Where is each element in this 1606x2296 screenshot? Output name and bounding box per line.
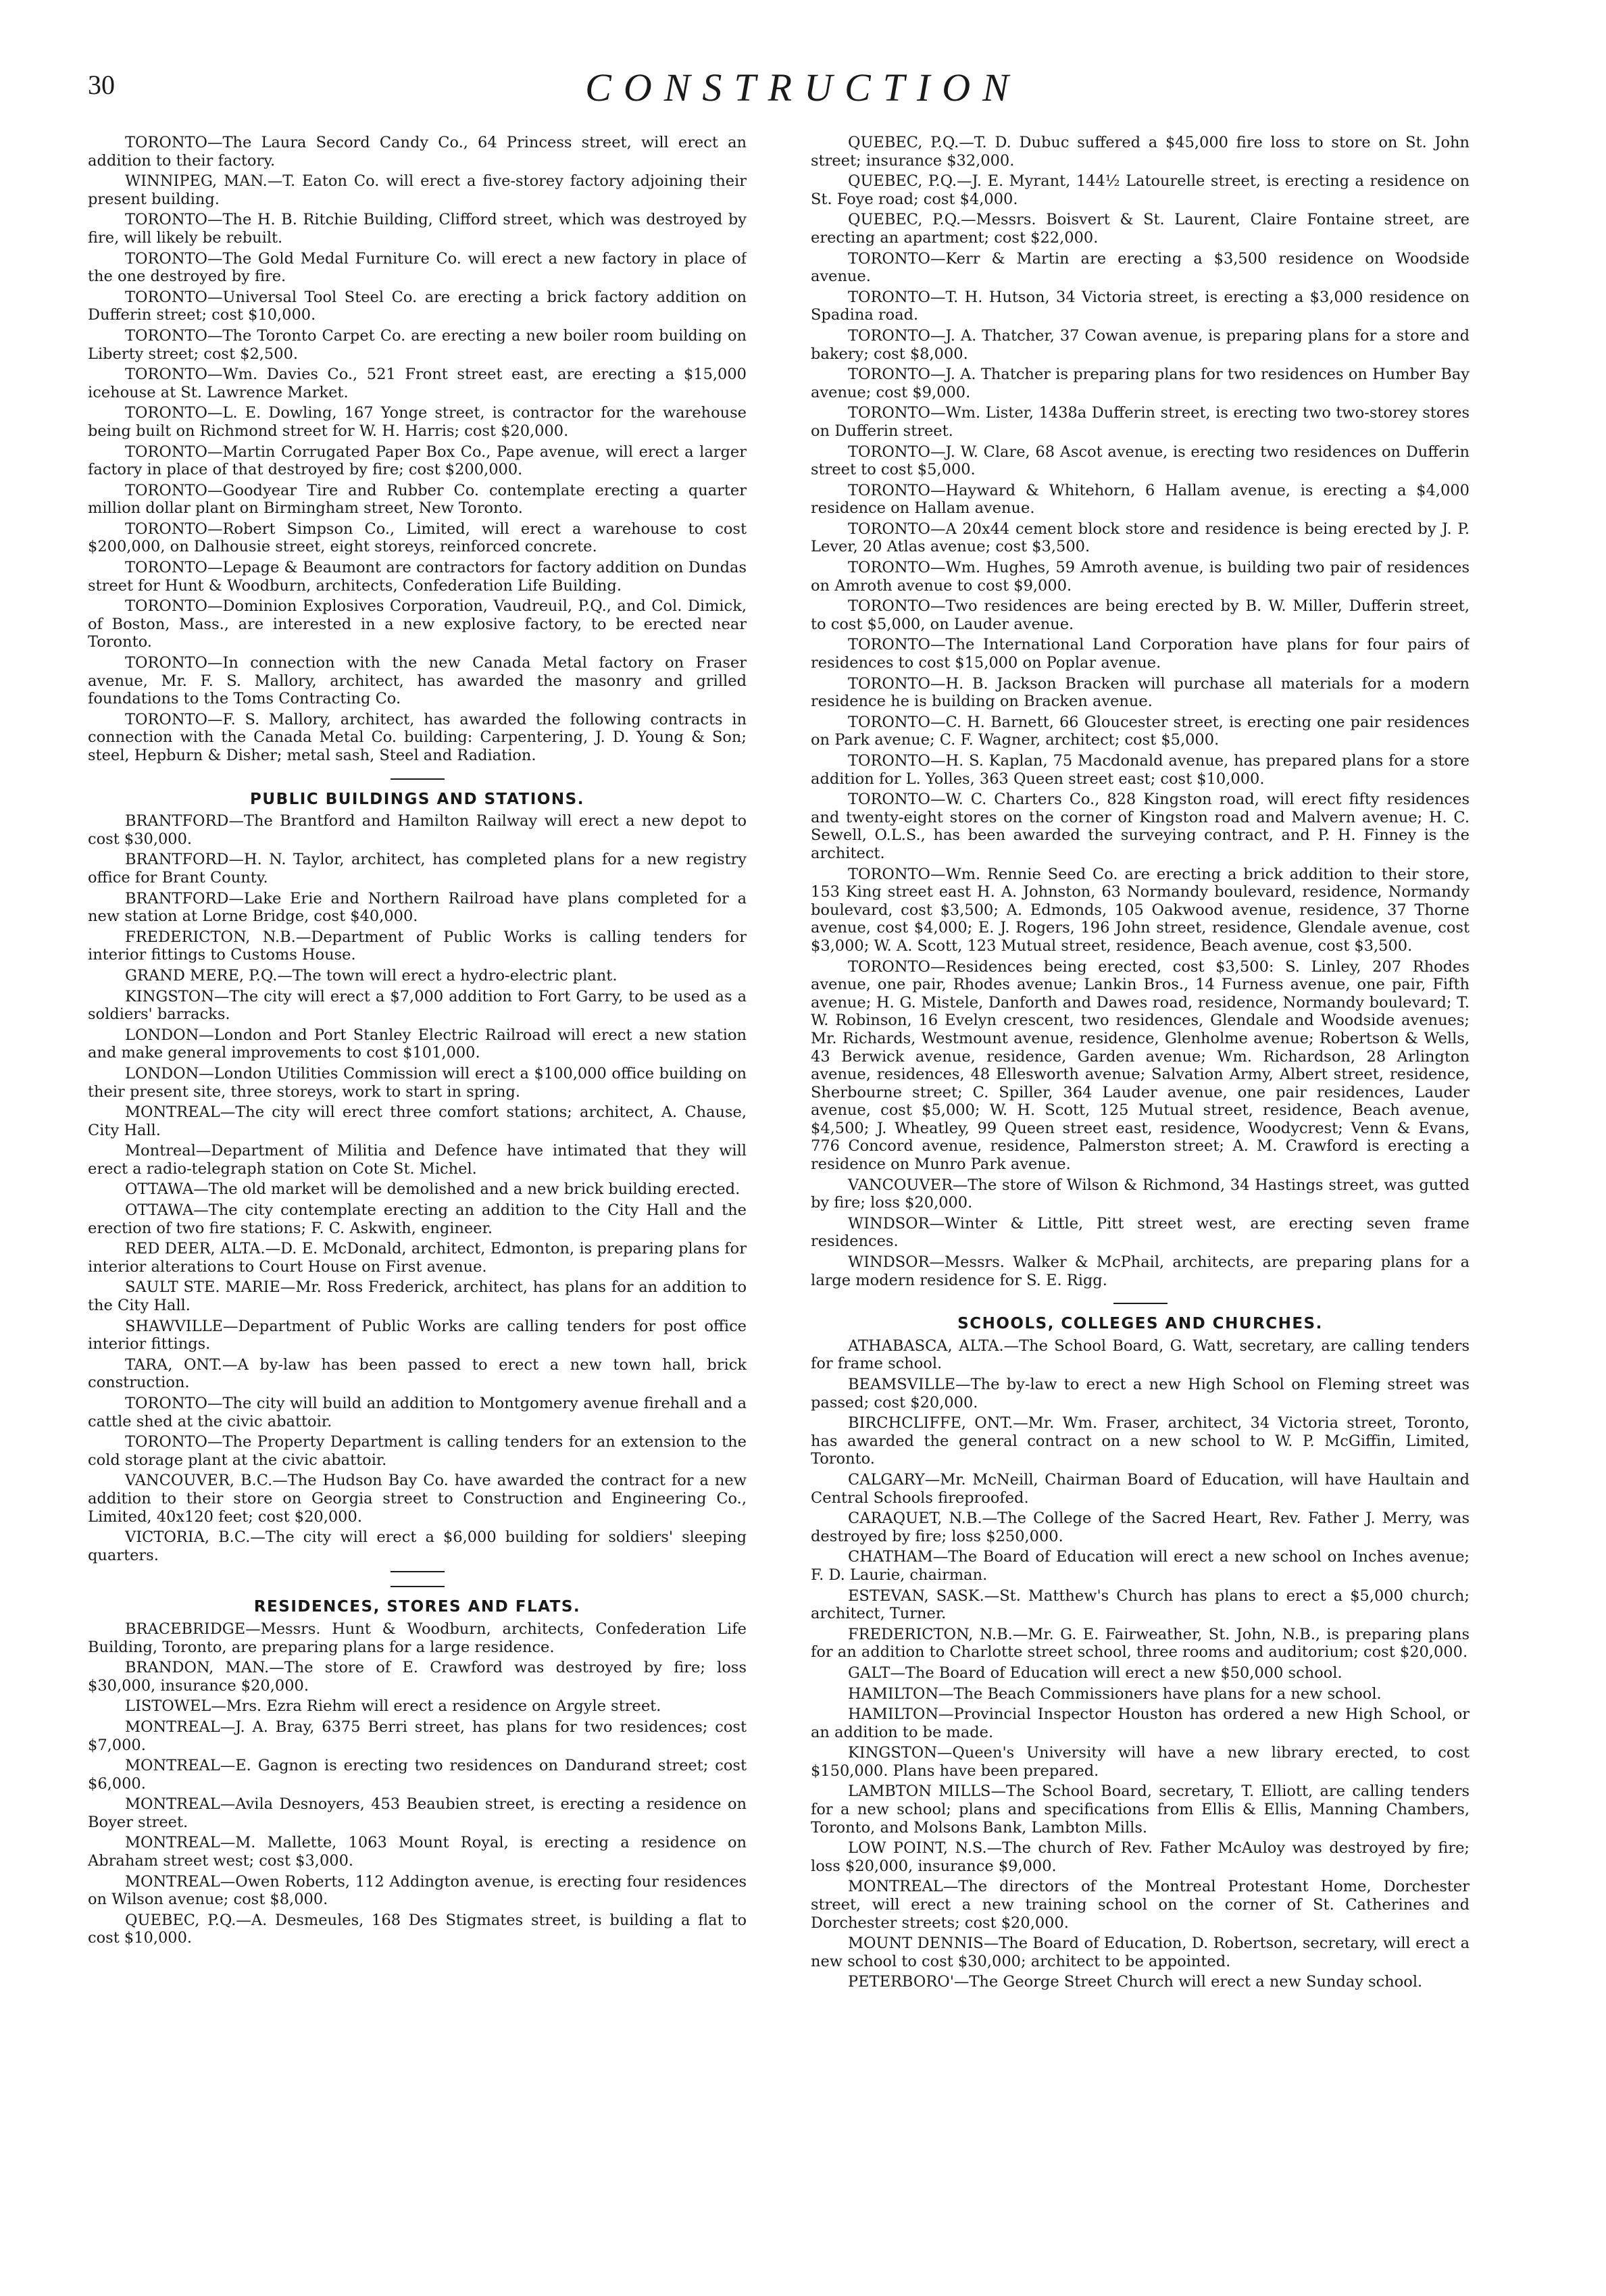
news-item: KINGSTON—Queen's University will have a new library erected, to cost $150,000. Plans have been prepared. [811,1744,1470,1780]
news-item: MONTREAL—Owen Roberts, 112 Addington avenue, is erecting four residences on Wilson avenue; cost $8,000. [88,1872,747,1909]
news-item: TORONTO—A 20x44 cement block store and residence is being erected by J. P. Lever, 20 Atlas avenue; cost $3,500. [811,520,1470,556]
news-item: LAMBTON MILLS—The School Board, secretary, T. Elliott, are calling tenders for a new school; plans and specifications from Ellis & Ellis, Manning Chambers, Toronto, and Molsons Bank, Lambton Mills. [811,1782,1470,1837]
news-item: WINDSOR—Winter & Little, Pitt street west, are erecting seven frame residences. [811,1214,1470,1251]
news-item: BRANTFORD—H. N. Taylor, architect, has completed plans for a new registry office for Brant County. [88,851,747,887]
news-item: TORONTO—Kerr & Martin are erecting a $3,500 residence on Woodside avenue. [811,249,1470,286]
news-item: TORONTO—Goodyear Tire and Rubber Co. contemplate erecting a quarter million dollar plant on Birmingham street, New Toronto. [88,481,747,518]
news-item: BRANTFORD—The Brantford and Hamilton Railway will erect a new depot to cost $30,000. [88,812,747,848]
news-item: TORONTO—Wm. Hughes, 59 Amroth avenue, is building two pair of residences on Amroth avenue to cost $9,000. [811,559,1470,595]
news-item: TORONTO—Wm. Davies Co., 521 Front street east, are erecting a $15,000 icehouse at St. Lawrence Market. [88,366,747,401]
news-item: TORONTO—Lepage & Beaumont are contractors for factory addition on Dundas street for Hunt & Woodburn, architects, Confederation Life Building. [88,559,747,595]
news-item: TORONTO—H. B. Jackson Bracken will purchase all materials for a modern residence he is building on Bracken avenue. [811,674,1470,711]
news-item: GALT—The Board of Education will erect a new $50,000 school. [848,1664,1342,1682]
news-item: LISTOWEL—Mrs. Ezra Riehm will erect a residence on Argyle street. [125,1697,661,1716]
news-item: TORONTO—Two residences are being erected by B. W. Miller, Dufferin street, to cost $5,000, on Lauder avenue. [811,597,1470,633]
news-item: OTTAWA—The city contemplate erecting an addition to the City Hall and the erection of two fire stations; F. C. Askwith, engineer. [88,1201,747,1237]
page-number: 30 [88,70,115,100]
entry-list [88,812,747,1564]
news-item: ATHABASCA, ALTA.—The School Board, G. Watt, secretary, are calling tenders for frame school. [811,1337,1470,1373]
news-item: FREDERICTON, N.B.—Department of Public Works is calling tenders for interior fittings to Customs House. [88,928,747,964]
news-item: TORONTO—W. C. Charters Co., 828 Kingston road, will erect fifty residences and twenty-eight stores on the corner of Kingston road and Malvern avenue; H. C. Sewell, O.L.S., has been awarded the surveying contract, and P. H. Finney is the architect. [811,791,1470,862]
news-item: MONTREAL—E. Gagnon is erecting two residences on Dandurand street; cost $6,000. [88,1757,747,1793]
news-item: TORONTO—The H. B. Ritchie Building, Clifford street, which was destroyed by fire, will likely be rebuilt. [88,211,747,247]
news-item: BRANTFORD—Lake Erie and Northern Railroad have plans completed for a new station at Lorne Bridge, cost $40,000. [88,889,747,926]
news-item: Montreal—Department of Militia and Defence have intimated that they will erect a radio-telegraph station on Cote St. Michel. [88,1142,747,1178]
news-item: CARAQUET, N.B.—The College of the Sacred Heart, Rev. Father J. Merry, was destroyed by fire; loss $250,000. [811,1509,1470,1545]
news-item: QUEBEC, P.Q.—J. E. Myrant, 144½ Latourelle street, is erecting a residence on St. Foye road; cost $4,000. [811,172,1470,208]
news-item: TORONTO—Robert Simpson Co., Limited, will erect a warehouse to cost $200,000, on Dalhousie street, eight storeys, reinforced concrete. [88,520,747,556]
news-item: TORONTO—J. A. Thatcher is preparing plans for two residences on Humber Bay avenue; cost $9,000. [811,366,1470,401]
news-item: MONTREAL—M. Mallette, 1063 Mount Royal, is erecting a residence on Abraham street west; cost $3,000. [88,1834,747,1870]
news-item: QUEBEC, P.Q.—Messrs. Boisvert & St. Laurent, Claire Fontaine street, are erecting an apartment; cost $22,000. [811,211,1470,247]
news-item: MONTREAL—The directors of the Montreal Protestant Home, Dorchester street, will erect a new training school on the corner of St. Catherines and Dorchester streets; cost $20,000. [811,1878,1470,1932]
news-item: TORONTO—J. A. Thatcher, 37 Cowan avenue, is preparing plans for a store and bakery; cost $8,000. [811,326,1470,363]
news-item: ESTEVAN, SASK.—St. Matthew's Church has plans to erect a $5,000 church; architect, Turner. [811,1587,1470,1623]
news-item: WINNIPEG, MAN.—T. Eaton Co. will erect a five-storey factory adjoining their present building. [88,172,747,208]
news-item: TORONTO—Hayward & Whitehorn, 6 Hallam avenue, is erecting a $4,000 residence on Hallam avenue. [811,481,1470,518]
news-item: TORONTO—The Laura Secord Candy Co., 64 Princess street, will erect an addition to their factory. [88,134,747,170]
news-item: PETERBORO'—The George Street Church will erect a new Sunday school. [848,1973,1423,1991]
news-item: SAULT STE. MARIE—Mr. Ross Frederick, architect, has plans for an addition to the City Hall. [88,1278,747,1315]
news-item: BEAMSVILLE—The by-law to erect a new High School on Fleming street was passed; cost $20,000. [811,1376,1470,1412]
news-item: TORONTO—L. E. Dowling, 167 Yonge street, is contractor for the warehouse being built on Richmond street for W. H. Harris; cost $20,000. [88,404,747,440]
news-item: TORONTO—T. H. Hutson, 34 Victoria street, is erecting a $3,000 residence on Spadina road. [811,288,1470,324]
news-item: CALGARY—Mr. McNeill, Chairman Board of Education, will have Haultain and Central Schools fireproofed. [811,1470,1470,1507]
news-item: SHAWVILLE—Department of Public Works are calling tenders for post office interior fittings. [88,1317,747,1353]
news-item: MONTREAL—J. A. Bray, 6375 Berri street, has plans for two residences; cost $7,000. [88,1718,747,1754]
news-item: TORONTO—Residences being erected, cost $3,500: S. Linley, 207 Rhodes avenue, one pair, Rhodes avenue; Lankin Bros., 14 Furness avenue, one pair, Fifth avenue; H. G. Mistele, Danforth and Dawes road, residence, Normandy boulevard; T. W. Robinson, 16 Evelyn crescent, two residences, Glendale and Woodside avenues; Mr. Richards, Westmount avenue, residence, Glenholme avenue; Robertson & Wells, 43 Berwick avenue, residence, Garden avenue; Wm. Richardson, 28 Arlington avenue, residences, 48 Ellesworth avenue; Salvation Army, Albert street, residence, Sherbourne street; C. Spiller, 364 Lauder avenue, one pair residences, Lauder avenue, cost $5,000; W. H. Scott, 125 Mutual street, residence, Beach avenue, $4,500; J. Wheatley, 99 Queen street east, residence, Woodycrest; Venn & Evans, 776 Concord avenue, residence, Palmerston street; A. M. Crawford is erecting a residence on Munro Park avenue. [811,957,1470,1174]
news-item: TORONTO—Martin Corrugated Paper Box Co., Pape avenue, will erect a larger factory in place of that destroyed by fire; cost $200,000. [88,443,747,479]
news-item: TORONTO—The Property Department is calling tenders for an extension to the cold storage plant at the civic abattoir. [88,1433,747,1469]
section-divider [391,1571,445,1572]
news-item: TORONTO—The Toronto Carpet Co. are erecting a new boiler room building on Liberty street; cost $2,500. [88,326,747,363]
page-title: CONSTRUCTION [585,66,1021,109]
news-item: KINGSTON—The city will erect a $7,000 addition to Fort Garry, to be used as a soldiers' barracks. [88,987,747,1024]
news-item: WINDSOR—Messrs. Walker & McPhail, architects, are preparing plans for a large modern residence for S. E. Rigg. [811,1253,1470,1289]
news-item: LONDON—London and Port Stanley Electric Railroad will erect a new station and make general improvements to cost $101,000. [88,1026,747,1062]
left-column [88,134,747,2249]
entry-list [88,1620,747,1947]
news-item: LOW POINT, N.S.—The church of Rev. Father McAuloy was destroyed by fire; loss $20,000, insurance $9,000. [811,1839,1470,1875]
news-item: TORONTO—H. S. Kaplan, 75 Macdonald avenue, has prepared plans for a store addition for L. Yolles, 363 Queen street east; cost $10,000. [811,752,1470,788]
news-item: TORONTO—J. W. Clare, 68 Ascot avenue, is erecting two residences on Dufferin street to cost $5,000. [811,443,1470,479]
entry-list [88,134,747,765]
news-item: QUEBEC, P.Q.—A. Desmeules, 168 Des Stigmates street, is building a flat to cost $10,000. [88,1911,747,1947]
news-item: VANCOUVER, B.C.—The Hudson Bay Co. have awarded the contract for a new addition to their store on Georgia street to Construction and Engineering Co., Limited, 40x120 feet; cost $20,000. [88,1472,747,1526]
news-item: TORONTO—In connection with the new Canada Metal factory on Fraser avenue, Mr. F. S. Mallory, architect, has awarded the masonry and grilled foundations to the Toms Contracting Co. [88,654,747,708]
news-item: TORONTO—C. H. Barnett, 66 Gloucester street, is erecting one pair residences on Park avenue; C. F. Wagner, architect; cost $5,000. [811,713,1470,749]
entry-list [811,1337,1470,1991]
news-item: FREDERICTON, N.B.—Mr. G. E. Fairweather, St. John, N.B., is preparing plans for an addition to Charlotte street school, three rooms and auditorium; cost $20,000. [811,1625,1470,1662]
news-item: TORONTO—Dominion Explosives Corporation, Vaudreuil, P.Q., and Col. Dimick, of Boston, Mass., are interested in a new explosive factory, to be erected near Toronto. [88,597,747,651]
news-item: MONTREAL—Avila Desnoyers, 453 Beaubien street, is erecting a residence on Boyer street. [88,1795,747,1831]
news-item: QUEBEC, P.Q.—T. D. Dubuc suffered a $45,000 fire loss to store on St. John street; insurance $32,000. [811,134,1470,170]
news-item: TORONTO—Wm. Lister, 1438a Dufferin street, is erecting two two-storey stores on Dufferin street. [811,404,1470,440]
news-item: GRAND MERE, P.Q.—The town will erect a hydro-electric plant. [125,966,618,984]
news-item: TARA, ONT.—A by-law has been passed to erect a new town hall, brick construction. [88,1355,747,1392]
news-item: LONDON—London Utilities Commission will erect a $100,000 office building on their present site, three storeys, work to start in spring. [88,1064,747,1101]
news-item: MOUNT DENNIS—The Board of Education, D. Robertson, secretary, will erect a new school to cost $30,000; architect to be appointed. [811,1935,1470,1970]
news-item: OTTAWA—The old market will be demolished and a new brick building erected. [125,1180,741,1199]
news-item: TORONTO—Universal Tool Steel Co. are erecting a brick factory addition on Dufferin street; cost $10,000. [88,288,747,324]
news-item: BIRCHCLIFFE, ONT.—Mr. Wm. Fraser, architect, 34 Victoria street, Toronto, has awarded the general contract on a new school to W. P. McGiffin, Limited, Toronto. [811,1414,1470,1468]
news-item: VICTORIA, B.C.—The city will erect a $6,000 building for soldiers' sleeping quarters. [88,1528,747,1564]
news-item: TORONTO—The International Land Corporation have plans for four pairs of residences to cost $15,000 on Poplar avenue. [811,636,1470,672]
news-item: BRACEBRIDGE—Messrs. Hunt & Woodburn, architects, Confederation Life Building, Toronto, are preparing plans for a large residence. [88,1620,747,1656]
news-item: TORONTO—F. S. Mallory, architect, has awarded the following contracts in connection with the Canada Metal Co. building: Carpentering, J. D. Young & Son; steel, Hepburn & Disher; metal sash, Steel and Radiation. [88,710,747,764]
entry-list [811,134,1470,1289]
section-heading-public-buildings: PUBLIC BUILDINGS AND STATIONS. [88,778,747,809]
news-item: TORONTO—The Gold Medal Furniture Co. will erect a new factory in place of the one destroyed by fire. [88,249,747,286]
news-item: HAMILTON—The Beach Commissioners have plans for a new school. [848,1684,1382,1703]
news-item: VANCOUVER—The store of Wilson & Richmond, 34 Hastings street, was gutted by fire; loss $20,000. [811,1176,1470,1212]
news-item: RED DEER, ALTA.—D. E. McDonald, architect, Edmonton, is preparing plans for interior alterations to Court House on First avenue. [88,1240,747,1276]
news-item: BRANDON, MAN.—The store of E. Crawford was destroyed by fire; loss $30,000, insurance $20,000. [88,1659,747,1695]
right-column [811,134,1470,2249]
news-item: MONTREAL—The city will erect three comfort stations; architect, A. Chause, City Hall. [88,1103,747,1139]
section-heading-schools: SCHOOLS, COLLEGES AND CHURCHES. [811,1303,1470,1333]
news-item: CHATHAM—The Board of Education will erect a new school on Inches avenue; F. D. Laurie, chairman. [811,1548,1470,1584]
news-item: HAMILTON—Provincial Inspector Houston has ordered a new High School, or an addition to be made. [811,1705,1470,1741]
news-item: TORONTO—The city will build an addition to Montgomery avenue firehall and a cattle shed at the civic abattoir. [88,1395,747,1430]
section-heading-residences: RESIDENCES, STORES AND FLATS. [88,1586,747,1616]
news-item: TORONTO—Wm. Rennie Seed Co. are erecting a brick addition to their store, 153 King street east H. A. Johnston, 63 Normandy boulevard, residence, Normandy boulevard, cost $3,500; A. Edmonds, 105 Oakwood avenue, residence, 37 Thorne avenue, cost $4,000; E. J. Rogers, 196 John street, residence, Glendale avenue, cost $3,000; W. A. Scott, 123 Mutual street, residence, Beach avenue, cost $3,500. [811,865,1470,955]
